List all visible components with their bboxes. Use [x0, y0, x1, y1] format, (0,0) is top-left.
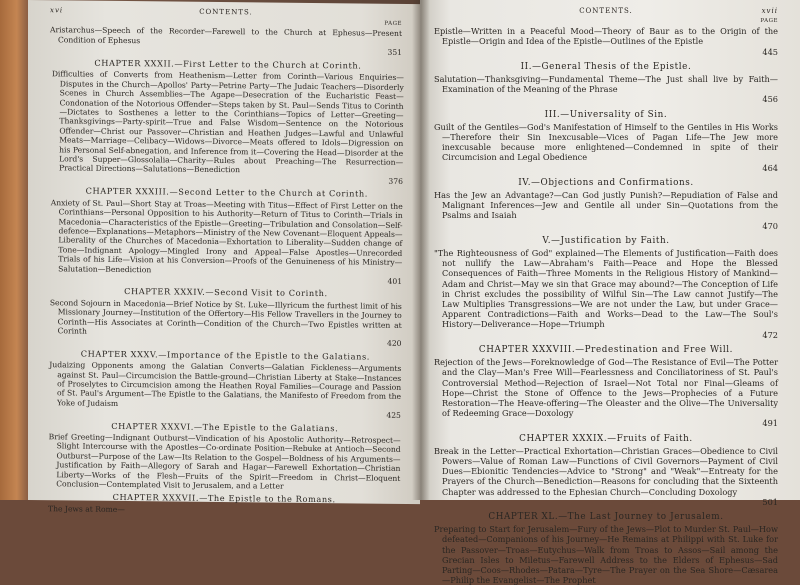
left-chapter-block [50, 186, 403, 286]
right-section-block [434, 110, 778, 173]
right-page-number: xvii [761, 7, 778, 15]
left-chapter-page-ref: 425 [386, 410, 401, 420]
left-chapter-summary [48, 504, 400, 517]
left-running-title: CONTENTS. [199, 7, 253, 17]
left-chapter-heading: CHAPTER XXXV.—Importance of the Epistle to the Galatians. [80, 347, 371, 361]
left-chapter-list [48, 58, 404, 517]
left-chapter-heading: CHAPTER XXXVI.—The Epistle to the Galatians. [111, 420, 339, 433]
right-section-block [434, 345, 778, 429]
right-section-page-ref: 501 [762, 496, 778, 507]
left-chapter-summary-text: Second Sojourn in Macedonia—Brief Notice by St. Luke—Illyricum the furthest limit of his Missionary Journey—Institution of the Offertory—His Fellow Travellers in the Journey to Corinth—His Associates at Corinth—Condition of the Church—Two Epistles written at Corinth [49, 297, 402, 336]
right-section-heading: V.—Justification by Faith. [542, 235, 670, 246]
right-section-heading: IV.—Objections and Confirmations. [518, 177, 694, 188]
right-section-summary-text: Rejection of the Jews—Foreknowledge of God—The Resistance of Evil—The Potter and the Clay—Man's Free Will—Fearlessness and Conciliatoriness of St. Paul's Controversial Method—Rejection of Israel—Not Total nor Final—Gleams of Hope—Christ the Stone of Offence to the Jews—Prophecies of a Future Restoration—The Heave-offering—The Oleaster and the Olive—The Universality of Redeeming Grace—Doxology [434, 357, 778, 419]
left-chapter-block [49, 286, 402, 348]
left-chapter-heading: CHAPTER XXXII.—First Letter to the Church at Corinth. [94, 57, 362, 71]
left-chapter-summary [49, 360, 401, 420]
right-section-block [434, 62, 778, 105]
left-chapter-page-ref: 376 [388, 176, 403, 186]
right-section-summary-text: "The Righteousness of God" explained—The Elements of Justification—Faith does not nullify the Law—Abraham's Faith—Peace and Hope the Blessed Consequences of Faith—Three Moments in the Religious History of Mankind—Adam and Christ—May we sin that Grace may abound?—The Conception of Life in Christ excludes the possibility of Wilful Sin—The Law cannot Justify—The Law Multiplies Transgressions—We are not under the Law, but under Grace—Apparent Contradictions—Faith and Works—Dead to the Law—The Soul's History—Deliverance—Hope—Triumph [434, 248, 778, 330]
right-running-title: CONTENTS. [579, 7, 633, 15]
left-chapter-summary-text: Difficulties of Converts from Heathenism—Letter from Corinth—Various Enquiries—Disputes in the Church—Apollos' Party—Petrine Party—The Judaic Teachers—Disorderly Scenes in Church Assemblies—The Agape—Desecration of the Eucharistic Feast—Condonation of the Notorious Offender—Steps taken by St. Paul—Sends Titus to Corinth—Dictates to Sosthenes a letter to the Corinthians—Topics of Letter—Greeting—Thanksgivings—Party-spirit—True and False Wisdom—Sentence on the Notorious Offender—Christ our Passover—Christian and Heathen Judges—Lawful and Unlawful Meats—Marriage—Celibacy—Widows—Divorce—Meats offered to Idols—Digression on his Personal Self-abnegation, and Inference from it—Covering the Head—Disorder at the Lord's Supper—Glossolalia—Charity—Rules about Preaching—The Resurrection—Practical Directions—Salutations—Benediction [51, 69, 404, 175]
right-section-summary-text: Preparing to Start for Jerusalem—Fury of the Jews—Plot to Murder St. Paul—How defeated—Companions of his Journey—He Remains at Philippi with St. Luke for the Passover—Troas—Eutychus—Walk from Troas to Assos—Sail among the Grecian Isles to Miletus—Farewell Address to the Elders of Ephesus—Sad Parting—Coos—Rhodes—Patara—Tyre—The Prayer on the Sea Shore—Cæsarea—Philip the Evangelist—The Prophet [434, 524, 778, 585]
right-section-heading: CHAPTER XXXIX.—Fruits of Faith. [519, 433, 693, 444]
left-chapter-block [51, 58, 404, 186]
left-page-number: xvi [50, 6, 64, 15]
right-section-heading: II.—General Thesis of the Epistle. [520, 61, 692, 72]
left-chapter-summary-text: Brief Greeting—Indignant Outburst—Vindication of his Apostolic Authority—Retrospect—Slight Intercourse with the Apostles—Co-ordinate Position—Rebuke at Antioch—Second Outburst—Purpose of the Law—Its Relation to the Gospel—Boldness of his Arguments—Justification by Faith—Allegory of Sarah and Hagar—Farewell Exhortation—Christian Liberty—Works of the Flesh—Fruits of the Spirit—Freedom in Christ—Eloquent Conclusion—Contemplated Visit to Jerusalem, and a Letter [48, 431, 401, 491]
left-chapter-block [48, 492, 400, 516]
left-page [28, 0, 420, 514]
book-gutter [412, 0, 430, 500]
left-chapter-page-ref: 401 [387, 276, 403, 286]
left-chapter-summary [50, 198, 403, 286]
right-intro-page: 445 [762, 46, 778, 57]
left-chapter-heading: CHAPTER XXXIII.—Second Letter to the Church at Corinth. [85, 185, 369, 199]
right-section-summary-text: Break in the Letter—Practical Exhortation—Christian Graces—Obedience to Civil Powers—Value of Roman Law—Functions of Civil Governors—Payment of Civil Dues—Ebionitic Tendencies—Advice to "Strong" and "Weak"—Entreaty for the Prayers of the Church—Benediction—Reasons for concluding that the Sixteenth Chapter was addressed to the Ephesian Church—Concluding Doxology [434, 445, 778, 497]
right-section-block [434, 512, 778, 585]
right-section-list [434, 62, 778, 585]
right-section-summary-text: Guilt of the Gentiles—God's Manifestation of Himself to the Gentiles in His Works—Therefore their Sin Inexcusable—Vices of Pagan Life—The Jew more inexcusable because more enlightened—Condemned in spite of their Circumcision and Legal Obedience [434, 121, 778, 163]
right-intro-entry [434, 26, 778, 57]
left-chapter-summary [48, 432, 400, 492]
right-section-page-ref: 472 [762, 329, 778, 340]
left-chapter-summary [51, 69, 404, 186]
right-section-heading: CHAPTER XXXVIII.—Predestination and Free Will. [478, 344, 734, 355]
left-chapter-summary-text: Judaizing Opponents among the Galatian Converts—Galatian Fickleness—Arguments against St. Paul—Circumcision the Battle-ground—Christian Liberty at Stake—Instances of Proselytes to Circumcision among the Heathen Royal Families—Courage and Passion of St. Paul's Argument—The Epistle to the Galatians, the Manifesto of Freedom from the Yoke of Judaism [49, 360, 402, 408]
left-chapter-heading: CHAPTER XXXVII.—The Epistle to the Romans. [112, 491, 336, 505]
right-section-summary [434, 74, 778, 105]
right-section-summary [434, 122, 778, 173]
right-page [420, 0, 800, 585]
left-chapter-summary-text: Anxiety of St. Paul—Short Stay at Troas—Meeting with Titus—Effect of First Letter on the Corinthians—Personal Opposition to his Authority—Return of Titus to Corinth—Trials in Macedonia—Characteristics of the Epistle—Greeting—Tribulation and Consolation—Self-defence—Explanations—Metaphors—Ministry of the New Covenant—Eloquent Appeals—Liberality of the Churches of Macedonia—Exhortation to Liberality—Sudden change of Tone—Indignant Apology—Mingled Irony and Appeal—False Apostles—Unrecorded Trials of his Life—Vision at his Conversion—Proofs of the Genuineness of his Ministry—Salutation—Benediction [50, 197, 403, 274]
left-chapter-summary [49, 298, 401, 349]
right-section-block [434, 178, 778, 231]
left-chapter-page-ref: 420 [386, 338, 402, 348]
left-chapter-summary-text: The Jews at Rome— [48, 503, 125, 514]
left-intro-page: 351 [387, 47, 402, 58]
right-section-page-ref: 491 [762, 418, 778, 429]
right-section-block [434, 236, 778, 340]
right-section-heading: III.—Universality of Sin. [544, 109, 668, 120]
left-column-tag: PAGE [384, 20, 402, 27]
right-section-summary [434, 446, 778, 507]
left-chapter-heading: CHAPTER XXXIV.—Second Visit to Corinth. [124, 285, 328, 299]
left-chapter-block [49, 349, 402, 421]
right-section-summary [434, 524, 778, 585]
left-chapter-block [48, 420, 401, 492]
right-section-summary-text: Salutation—Thanksgiving—Fundamental Theme—The Just shall live by Faith—Examination of the Meaning of the Phrase [434, 74, 778, 95]
right-running-head [434, 6, 778, 20]
right-section-page-ref: 470 [762, 220, 778, 231]
left-intro-text: Aristarchus—Speech of the Recorder—Farewell to the Church at Ephesus—Present Condition of Ephesus [50, 25, 402, 45]
right-section-block [434, 434, 778, 507]
right-section-page-ref: 464 [762, 162, 778, 173]
left-intro-entry [50, 26, 402, 58]
right-intro-text: Epistle—Written in a Peaceful Mood—Theory of Baur as to the Origin of the Epistle—Origin and Idea of the Epistle—Outlines of the Epistle [434, 26, 778, 47]
left-page-content [50, 6, 402, 517]
right-section-summary [434, 190, 778, 231]
right-page-content [434, 6, 778, 585]
right-section-summary-text: Has the Jew an Advantage?—Can God justly Punish?—Repudiation of False and Malignant Inferences—Jew and Gentile all under Sin—Quotations from the Psalms and Isaiah [434, 190, 778, 221]
right-column-tag: PAGE [760, 18, 778, 24]
right-section-summary [434, 248, 778, 340]
right-section-page-ref: 456 [762, 94, 778, 105]
book-edge [0, 0, 28, 500]
right-section-heading: CHAPTER XL.—The Last Journey to Jerusalem. [488, 511, 724, 522]
right-section-summary [434, 357, 778, 428]
